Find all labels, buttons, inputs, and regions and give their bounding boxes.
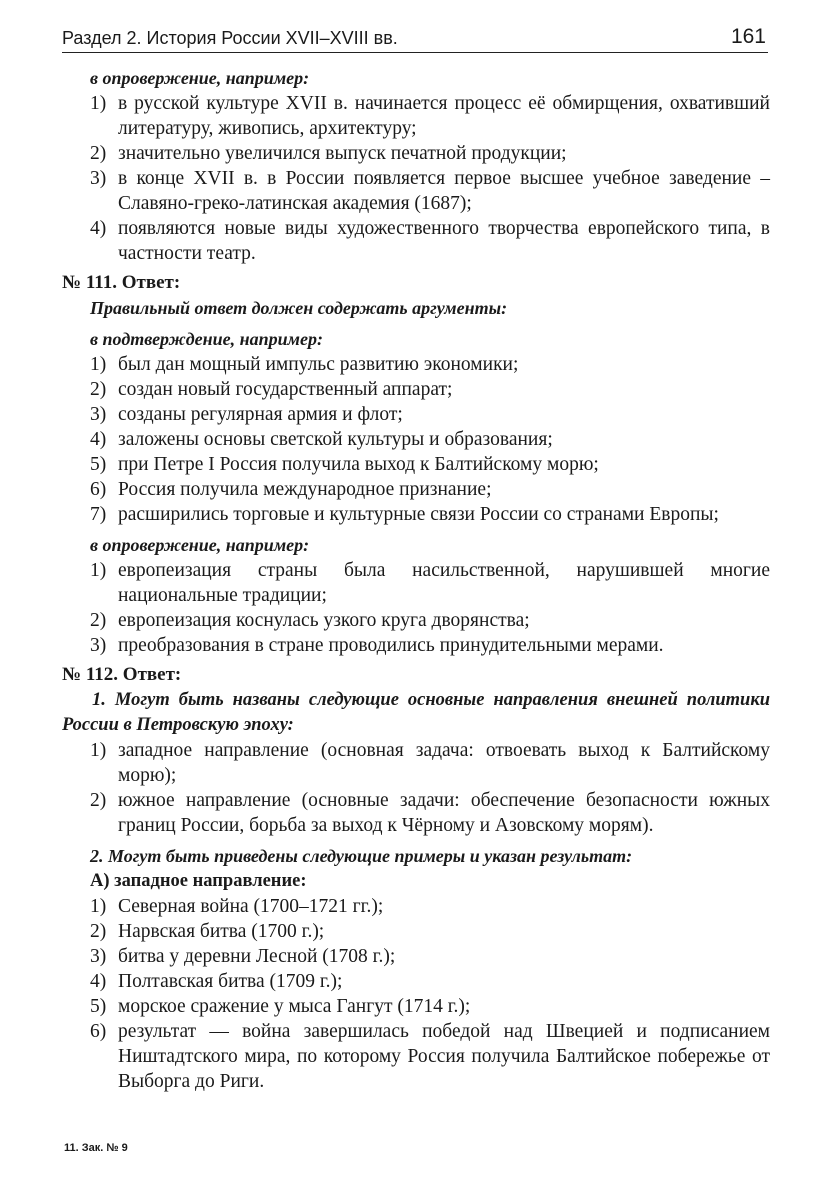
q112-title: № 112. Ответ: <box>62 664 182 685</box>
list-item <box>62 738 770 788</box>
list-item-text: европеизация страны была насильственной, нарушившей многие национальные традиции; <box>118 560 770 606</box>
section-title: Раздел 2. История России XVII–XVIII вв. <box>62 28 398 48</box>
list-item-text: преобразования в стране проводились принудительными мерами. <box>118 635 664 656</box>
list-item-number: 3) <box>90 635 107 656</box>
list-item-text: Россия получила международное признание; <box>118 479 492 500</box>
q112-part1: 1. Могут быть названы следующие основные направления внешней политики России в Петровскую эпоху: <box>62 690 770 735</box>
list-item <box>62 608 770 633</box>
q111-subtitle: Правильный ответ должен содержать аргументы: <box>90 298 508 318</box>
q112-part1-list <box>62 738 770 838</box>
list-item-number: 4) <box>90 429 107 450</box>
list-item <box>62 402 770 427</box>
list-item <box>62 352 770 377</box>
list-item <box>62 969 770 994</box>
list-item-number: 6) <box>90 1021 107 1042</box>
list-item <box>62 427 770 452</box>
list-item-text: южное направление (основные задачи: обеспечение безопасности южных границ России, борьба за выход к Чёрному и Азовскому морям). <box>118 790 770 836</box>
list-item <box>62 477 770 502</box>
list-item-text: морское сражение у мыса Гангут (1714 г.); <box>118 996 471 1017</box>
list-item <box>62 919 770 944</box>
list-item-text: западное направление (основная задача: отвоевать выход к Балтийскому морю); <box>118 740 770 786</box>
q111-title: № 111. Ответ: <box>62 272 181 293</box>
q111-refute-heading: в опровержение, например: <box>90 535 310 555</box>
list-item-text: Нарвская битва (1700 г.); <box>118 921 325 942</box>
list-item-number: 3) <box>90 946 107 967</box>
list-item-text: результат — война завершилась победой над Швецией и подписанием Ништадтского мира, по которому Россия получила Балтийское побережье от Выборга до Риги. <box>118 1021 770 1092</box>
list-item-number: 6) <box>90 479 107 500</box>
list-item-text: битва у деревни Лесной (1708 г.); <box>118 946 396 967</box>
list-item <box>62 633 770 658</box>
block1-heading: в опровержение, например: <box>90 68 310 88</box>
list-item-text: заложены основы светской культуры и образования; <box>118 429 553 450</box>
page-number: 161 <box>730 25 766 48</box>
list-item <box>62 166 770 216</box>
list-item-number: 1) <box>90 740 107 761</box>
list-item-number: 1) <box>90 354 107 375</box>
list-item-number: 1) <box>90 560 107 581</box>
list-item-number: 3) <box>90 168 107 189</box>
list-item-number: 4) <box>90 971 107 992</box>
page-content <box>62 66 770 1094</box>
list-item-text: созданы регулярная армия и флот; <box>118 404 403 425</box>
list-item <box>62 994 770 1019</box>
list-item-text: расширились торговые и культурные связи России со странами Европы; <box>118 504 719 525</box>
list-item-number: 2) <box>90 921 107 942</box>
q111-refute-list <box>62 558 770 658</box>
list-item-text: при Петре I Россия получила выход к Балтийскому морю; <box>118 454 599 475</box>
list-item-number: 2) <box>90 610 107 631</box>
list-item <box>62 452 770 477</box>
list-item <box>62 91 770 141</box>
q112-west-heading: А) западное направление: <box>90 871 307 891</box>
list-item-number: 7) <box>90 504 107 525</box>
list-item-text: появляются новые виды художественного творчества европейского типа, в частности театр. <box>118 218 770 264</box>
list-item <box>62 558 770 608</box>
q112-part2: 2. Могут быть приведены следующие примеры и указан результат: <box>90 846 633 866</box>
list-item-number: 2) <box>90 790 107 811</box>
list-item-text: европеизация коснулась узкого круга дворянства; <box>118 610 530 631</box>
list-item <box>62 216 770 266</box>
list-item-text: значительно увеличился выпуск печатной продукции; <box>118 143 567 164</box>
list-item-text: создан новый государственный аппарат; <box>118 379 453 400</box>
list-item <box>62 141 770 166</box>
list-item <box>62 788 770 838</box>
list-item-text: был дан мощный импульс развитию экономики; <box>118 354 519 375</box>
list-item-text: Северная война (1700–1721 гг.); <box>118 896 384 917</box>
q111-confirm-list <box>62 352 770 527</box>
list-item-text: Полтавская битва (1709 г.); <box>118 971 343 992</box>
q112-west-list <box>62 894 770 1094</box>
list-item-number: 1) <box>90 93 107 114</box>
q111-confirm-heading: в подтверждение, например: <box>90 329 323 349</box>
block1-list <box>62 91 770 266</box>
list-item <box>62 377 770 402</box>
list-item-number: 3) <box>90 404 107 425</box>
list-item <box>62 1019 770 1094</box>
list-item-number: 2) <box>90 143 107 164</box>
list-item-number: 2) <box>90 379 107 400</box>
list-item-number: 1) <box>90 896 107 917</box>
footer-print-mark: 11. Зак. № 9 <box>64 1142 128 1154</box>
list-item <box>62 502 770 527</box>
list-item-text: в русской культуре XVII в. начинается процесс её обмирщения, охвативший литературу, живопись, архитектуру; <box>118 93 770 139</box>
list-item-number: 5) <box>90 996 107 1017</box>
list-item-number: 4) <box>90 218 107 239</box>
list-item <box>62 894 770 919</box>
list-item-number: 5) <box>90 454 107 475</box>
list-item-text: в конце XVII в. в России появляется первое высшее учебное заведение – Славяно-греко-латинская академия (1687); <box>118 168 770 214</box>
page-header <box>62 22 768 53</box>
list-item <box>62 944 770 969</box>
